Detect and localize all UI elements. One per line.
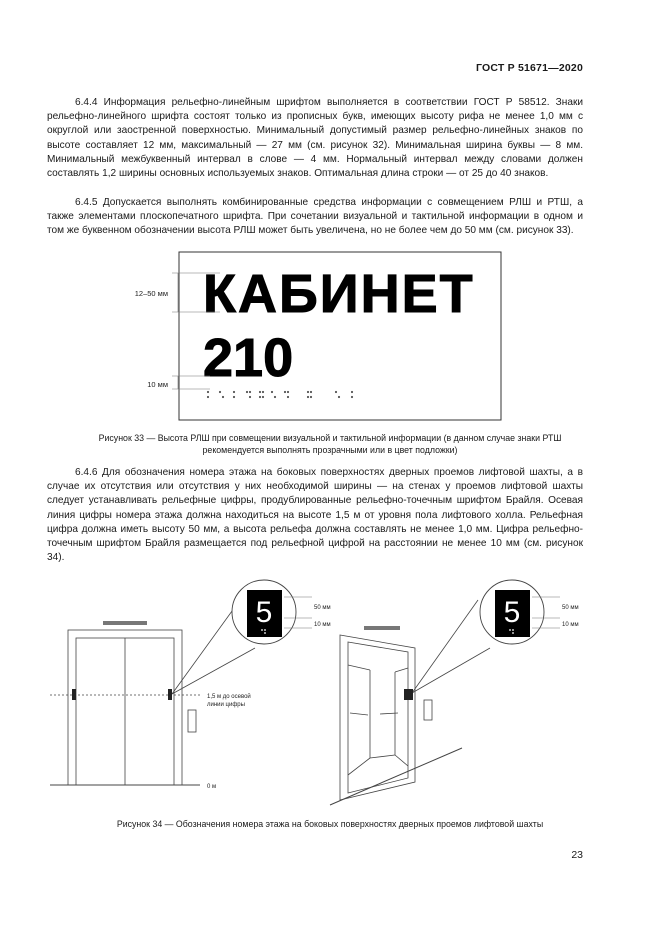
floor-digit-right: 5 xyxy=(503,596,521,629)
axis-height-label-2: линии цифры xyxy=(207,702,245,708)
figure-34-elevators xyxy=(0,578,661,808)
dim-50-left: 50 мм xyxy=(314,605,331,611)
enlarged-sign-right xyxy=(480,580,544,644)
paragraph-6-4-6: 6.4.6 Для обозначения номера этажа на боковых поверхностях дверных проемов лифтовой шахты, а в случае их отсутствия или отсутствия у них необходимой ширины — на стенах у проемов лифтовой шахты следует устанавливать рельефные цифры, продублированные рельефно-точечным шрифтом Брайля. Осевая линия цифры номера этажа должна находиться на высоте 1,5 м от уровня пола лифтового холла. Рельефная цифра должна иметь высоту 50 мм, а высота рельефа должна составлять не менее 1,0 мм. Цифра рельефно-точечным шрифтом Брайля размещается под рельефной цифрой на расстоянии не менее 10 мм (см. рисунок 34). xyxy=(47,467,583,564)
floor-level-label: 0 м xyxy=(207,784,217,790)
dim-10-right: 10 мм xyxy=(562,622,579,628)
dim-10-left: 10 мм xyxy=(314,622,331,628)
sign-text-cabinet: КАБИНЕТ xyxy=(203,264,475,324)
figure-33-caption: Рисунок 33 — Высота РЛШ при совмещении визуальной и тактильной информации (в данном случае знаки РТШ рекомендуется выполнять прозрачными или в цвет подложки) xyxy=(98,433,562,455)
figure-33-sign xyxy=(100,248,520,428)
floor-digit-left: 5 xyxy=(255,596,273,629)
document-code: ГОСТ Р 51671—2020 xyxy=(475,62,583,74)
figure-34-caption: Рисунок 34 — Обозначения номера этажа на боковых поверхностях дверных проемов лифтовой шахты xyxy=(116,819,544,829)
dim-50-right: 50 мм xyxy=(562,605,579,611)
paragraph-6-4-5: 6.4.5 Допускается выполнять комбинированные средства информации с совмещением РЛШ и РТШ, а также элементами плоскопечатного шрифта. При сочетании визуальной и тактильной информации в одном и том же буквенном обозначении высота РЛШ может быть увеличена, но не более чем до 50 мм (см. рисунок 33). xyxy=(47,197,583,237)
enlarged-sign-left xyxy=(232,580,296,644)
dimension-label-10: 10 мм xyxy=(147,380,168,389)
sign-text-room-number: 210 xyxy=(203,328,294,388)
right-elevator-frame xyxy=(340,635,415,800)
paragraph-6-4-4: 6.4.4 Информация рельефно-линейным шрифтом выполняется в соответствии ГОСТ Р 58512. Знаки рельефно-линейного шрифта состоят только из прописных букв, имеющих высоту рифа не менее 1,0 мм с округлой или заостренной поверхностью. Минимальный допустимый размер рельефно-линейных знаков по высоте составляет 12 мм, максимальный — 27 мм (см. рисунок 32). Минимальная ширина буквы — 8 мм. Минимальный межбуквенный интервал в слове — 4 мм. Нормальный интервал между словами должен составлять 1,2 ширины основных используемых знаков. Оптимальная длина строки — от 25 до 40 знаков. xyxy=(47,97,583,180)
axis-height-label-1: 1,5 м до осевой xyxy=(207,694,251,700)
page-number: 23 xyxy=(571,849,583,861)
dimension-label-12-50: 12–50 мм xyxy=(134,289,168,298)
